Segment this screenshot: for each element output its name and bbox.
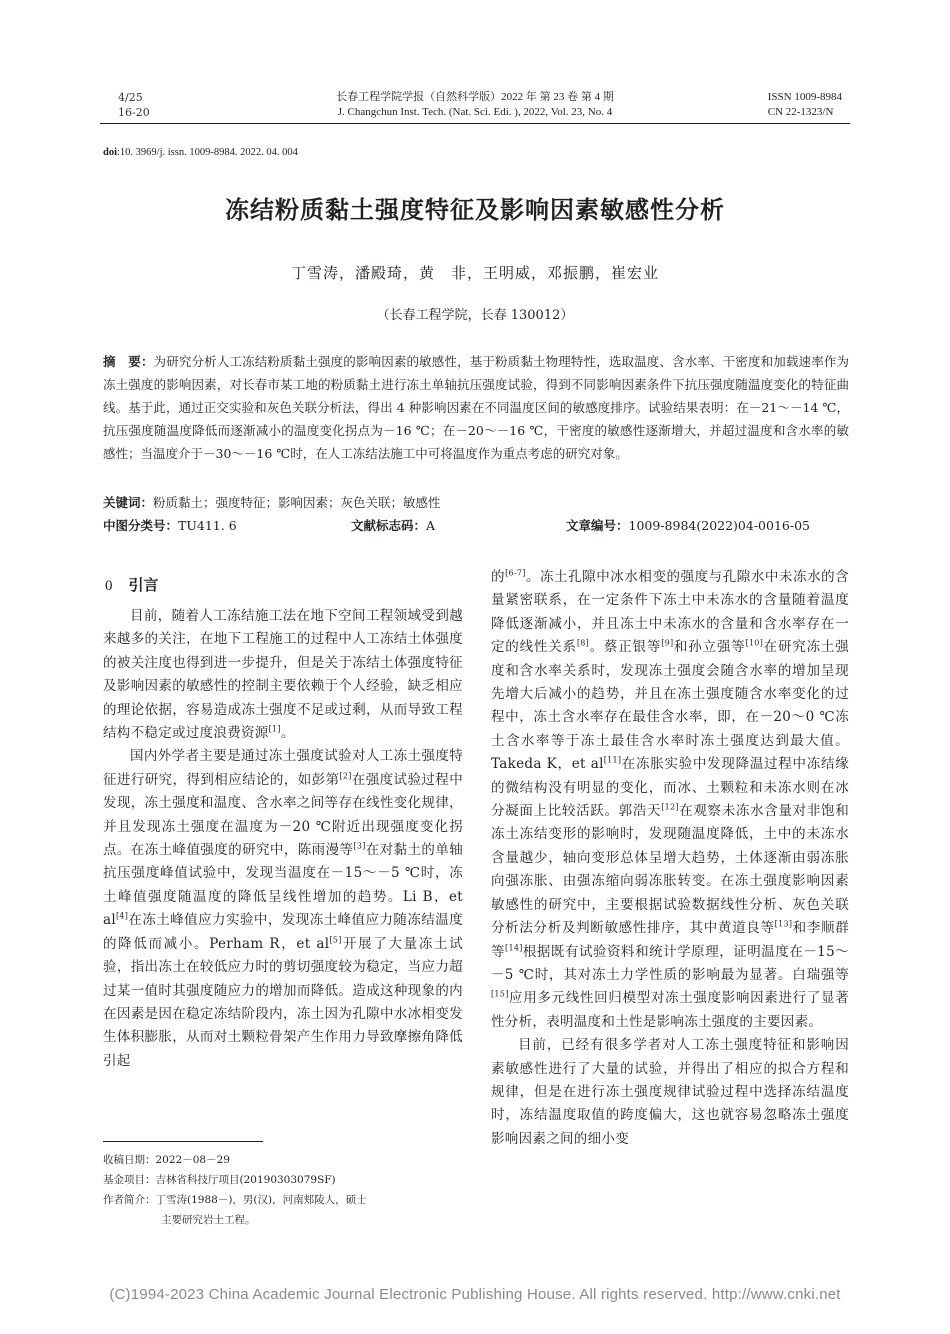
text: 在强度试验过程中发现，冻土强度和温度、含水率之间等存在线性变化规律，并且发现冻土强度在温度为－20 ℃附近出现强度变化拐点。在冻土峰值强度的研究中，陈雨漫等 (103, 771, 463, 859)
citation: [14] (505, 943, 523, 952)
text: 目前，随着人工冻结施工法在地下空间工程领域受到越来越多的关注，在地下工程施工的过程中人工冻结土体强度的被关注度也得到进一步提升，但是关于冻结土体强度特征及影响因素的敏感性的控制主要依赖于个人经验，缺乏相应的理论依据，容易造成冻土强度不足或过剩，从而导致工程结构不稳定或过度浪费资源 (103, 608, 463, 742)
paragraph (103, 745, 463, 1073)
journal-info (100, 90, 850, 120)
citation: [12] (661, 802, 679, 812)
doc-label: 文献标志码： (351, 518, 427, 533)
keywords-label: 关键词： (103, 495, 154, 510)
left-column (103, 605, 463, 1073)
citation: [6-7] (505, 568, 526, 578)
doc-value: A (426, 518, 436, 533)
text: 和李顺群等 (491, 920, 850, 960)
text: 在对黏土的单轴抗压强度峰值试验中，发现当温度在－15～－5 ℃时，冻土峰值强度随温度的降低呈线性增加的趋势。Li B，et al (103, 842, 463, 929)
paragraph: 目前，已经有很多学者对人工冻土强度特征和影响因素敏感性进行了大量的试验，并得出了相应的拟合方程和规律，但是在进行冻土强度规律试验过程中选择冻结温度时，冻结温度取值的跨度偏大，这也就容易忽略冻土强度影响因素之间的细小变 (491, 1037, 849, 1147)
serial-numbers (768, 90, 842, 120)
page-number: 4/25 (118, 91, 143, 104)
document-code (351, 516, 435, 536)
doi (103, 147, 298, 158)
issn: ISSN 1009-8984 (767, 91, 842, 103)
text: 在冻胀实验中发现降温过程中冻结缘的微结构没有明显的变化，而冰、土颗粒和未冻水则在冰分凝面上比较活跃。郭浩天 (491, 756, 849, 820)
text: 。冻土孔隙中冰水相变的强度与孔隙水中未冻水的含量紧密联系，在一定条件下冻土中未冻水的含量随着温度降低逐渐减小，并且冻土中未冻水的含量和含水率存在一定的线性关系 (491, 569, 849, 656)
abstract (103, 350, 849, 465)
page-range: 16-20 (118, 106, 150, 119)
received-date: 收稿日期：2022－08－29 (103, 1154, 230, 1166)
citation: [13] (774, 919, 793, 929)
citation: [1] (268, 724, 281, 734)
paragraph (103, 605, 463, 745)
clc-label: 中图分类号： (103, 518, 179, 533)
section-number: 0 (105, 578, 113, 594)
copyright-watermark: (C)1994-2023 China Academic Journal Electronic Publishing House. All rights reserved. http://www.cnki.net (109, 1286, 841, 1303)
author-bio: 作者简介：丁雪涛(1988－)，男(汉)，河南郏陵人，硕士 (103, 1194, 367, 1206)
header-divider (100, 123, 850, 124)
text: 和孙立强等 (673, 639, 746, 656)
text: 国内外学者主要是通过冻土强度试验对人工冻土强度特征进行研究，得到相应结论的，如彭第 (103, 748, 463, 788)
citation: [5] (329, 935, 342, 945)
citation: [9] (661, 638, 674, 648)
article-value: 1009-8984(2022)04-0016-05 (628, 518, 810, 533)
keywords (103, 493, 849, 513)
fund-info: 基金项目：吉林省科技厅项目(20190303079SF) (103, 1174, 336, 1186)
citation: [3] (353, 841, 366, 851)
text: 应用多元线性回归模型对冻土强度影响因素进行了显著性分析，表明温度和土性是影响冻土强度的主要因素。 (491, 990, 849, 1030)
text: 在观察未冻水含量对非饱和冻土冻结变形的影响时，发现随温度降低，土中的未冻水含量越少，轴向变形总体呈增大趋势，土体逐渐由弱冻胀向强冻胀、由强冻缩向弱冻胀转变。在冻土强度影响因素敏感性的研究中，主要根据试验数据线性分析、灰色关联分析法分析及判断敏感性排序，其中黄道良等 (491, 803, 849, 937)
abstract-label: 摘 要： (103, 354, 154, 369)
citation: [15] (491, 989, 509, 999)
section-title: 引言 (128, 576, 159, 594)
citation: [2] (339, 771, 352, 781)
footnote-divider (103, 1141, 263, 1142)
authors: 丁雪涛，潘殿琦，黄 非，王明威，邓振鹏，崔宏业 (290, 264, 659, 282)
text: 根据既有试验资料和统计学原理，证明温度在－15～－5 ℃时，其对冻土力学性质的影响最为显著。白瑞强等 (491, 943, 849, 983)
right-column (491, 566, 849, 1151)
running-header (100, 90, 850, 120)
paper-title: 冻结粉质黏土强度特征及影响因素敏感性分析 (225, 196, 725, 224)
affiliation: （长春工程学院，长春 130012） (376, 308, 574, 323)
citation: [10] (745, 638, 764, 648)
doi-value: :10. 3969/j. issn. 1009-8984. 2022. 04. 004 (117, 147, 298, 158)
article-label: 文章编号： (566, 518, 629, 533)
paragraph (491, 566, 849, 1034)
section-heading (105, 574, 159, 595)
abstract-text: 为研究分析人工冻结粉质黏土强度的影响因素的敏感性，基于粉质黏土物理特性，选取温度、含水率、干密度和加载速率作为冻土强度的影响因素，对长春市某工地的粉质黏土进行冻土单轴抗压强度试验，得到不同影响因素条件下抗压强度随温度变化的特征曲线。基于此，通过正交实验和灰色关联分析法，得出 4 种影响因素在不同温度区间的敏感度排序。试验结果表明：在－21～－14 ℃，抗压强度随温度降低而逐渐减小的温度变化拐点为－16 ℃；在－20～－16 ℃，干密度的敏感性逐渐增大，并超过温度和含水率的敏感性；当温度介于－30～－16 ℃时，在人工冻结法施工中可将温度作为重点考虑的研究对象。 (103, 354, 849, 461)
journal-name-cn: 长春工程学院学报（自然科学版）2022 年 第 23 卷 第 4 期 (336, 91, 614, 103)
cn-number: CN 22-1323/N (767, 106, 834, 118)
journal-name-en: J. Changchun Inst. Tech. (Nat. Sci. Edi. ), 2022, Vol. 23, No. 4 (337, 106, 613, 118)
footnotes (103, 1150, 463, 1230)
author-bio-cont: 主要研究岩土工程。 (161, 1214, 256, 1226)
clc-value: TU411. 6 (178, 518, 237, 533)
text: 的 (491, 569, 506, 585)
citation: [4] (115, 911, 129, 921)
clc-number (103, 516, 237, 536)
article-number (566, 516, 810, 536)
citation: [8] (576, 638, 590, 648)
text: 开展了大量冻土试验，指出冻土在较低应力时的剪切强度较为稳定，当应力超过某一值时其强度随应力的增加而降低。造成这种现象的内在因素是因在稳定冻结阶段内，冻土因为孔隙中水冰相变发生体积膨胀，从而对土颗粒骨架产生作用力导致摩擦角降低引起 (103, 935, 463, 1069)
keywords-text: 粉质黏土；强度特征；影响因素；灰色关联；敏感性 (153, 495, 441, 510)
doi-label: doi (103, 147, 118, 158)
text: 在研究冻土强度和含水率关系时，发现冻土强度会随含水率的增加呈现先增大后减小的趋势，并且在冻土强度随含水率变化的过程中，冻土含水率存在最佳含水率，即，在－20～0 ℃冻土含水率等于冻土最佳含水率时冻土强度达到最大值。Takeda K，et al (491, 639, 849, 773)
text: 在冻土峰值应力实验中，发现冻土峰值应力随冻结温度的降低而减小。Perham R，et al (103, 912, 463, 952)
citation: [11] (603, 755, 622, 765)
text: 。蔡正银等 (589, 639, 662, 656)
text: 。 (280, 725, 295, 742)
